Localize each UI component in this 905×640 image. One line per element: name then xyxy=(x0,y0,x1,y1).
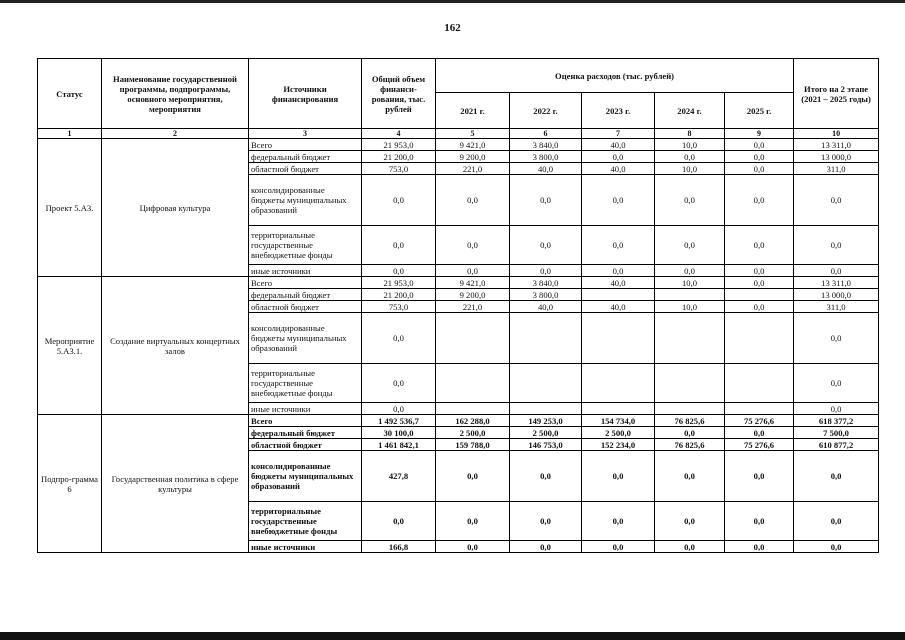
source-cell: федеральный бюджет xyxy=(249,289,362,301)
source-cell: иные источники xyxy=(249,265,362,277)
index-cell: 6 xyxy=(510,129,582,139)
year-2022-cell: 3 840,0 xyxy=(510,139,582,151)
year-2024-cell xyxy=(655,313,725,364)
year-2024-cell: 76 825,6 xyxy=(655,415,725,427)
budget-table xyxy=(37,58,879,553)
year-2022-cell: 40,0 xyxy=(510,301,582,313)
year-2025-cell: 0,0 xyxy=(725,175,794,226)
name-cell: Создание виртуальных концертных залов xyxy=(102,277,249,415)
year-2022-cell: 0,0 xyxy=(510,451,582,502)
status-cell: Проект 5.А3. xyxy=(38,139,102,277)
header-status: Статус xyxy=(38,59,102,129)
header-year-2022: 2022 г. xyxy=(510,93,582,129)
header-year-2025: 2025 г. xyxy=(725,93,794,129)
year-2025-cell: 0,0 xyxy=(725,277,794,289)
year-2021-cell: 0,0 xyxy=(436,265,510,277)
year-2021-cell xyxy=(436,364,510,403)
stage2-cell: 0,0 xyxy=(794,265,879,277)
year-2025-cell: 75 276,6 xyxy=(725,415,794,427)
header-estimate: Оценка расходов (тыс. рублей) xyxy=(436,59,794,93)
total-cell: 30 100,0 xyxy=(362,427,436,439)
year-2025-cell: 0,0 xyxy=(725,139,794,151)
status-cell: Подпро-грамма 6 xyxy=(38,415,102,553)
stage2-cell: 7 500,0 xyxy=(794,427,879,439)
year-2022-cell xyxy=(510,364,582,403)
year-2021-cell xyxy=(436,403,510,415)
source-cell: областной бюджет xyxy=(249,439,362,451)
year-2024-cell: 0,0 xyxy=(655,451,725,502)
year-2021-cell: 162 288,0 xyxy=(436,415,510,427)
header-year-2024: 2024 г. xyxy=(655,93,725,129)
total-cell: 21 200,0 xyxy=(362,151,436,163)
header-year-2021: 2021 г. xyxy=(436,93,510,129)
year-2024-cell: 0,0 xyxy=(655,265,725,277)
source-cell: территориальные государственные внебюджетные фонды xyxy=(249,226,362,265)
year-2021-cell: 0,0 xyxy=(436,541,510,553)
year-2025-cell: 0,0 xyxy=(725,226,794,265)
header-stage2: Итого на 2 этапе (2021 – 2025 годы) xyxy=(794,59,879,129)
stage2-cell: 13 000,0 xyxy=(794,151,879,163)
header-total: Общий объем финанси-рования, тыс. рублей xyxy=(362,59,436,129)
stage2-cell: 13 311,0 xyxy=(794,139,879,151)
status-cell: Мероприятие 5.А3.1. xyxy=(38,277,102,415)
index-cell: 7 xyxy=(582,129,655,139)
total-cell: 0,0 xyxy=(362,403,436,415)
total-cell: 1 461 842,1 xyxy=(362,439,436,451)
source-cell: иные источники xyxy=(249,403,362,415)
year-2021-cell: 0,0 xyxy=(436,226,510,265)
year-2022-cell: 0,0 xyxy=(510,175,582,226)
year-2022-cell: 3 800,0 xyxy=(510,289,582,301)
total-cell: 1 492 536,7 xyxy=(362,415,436,427)
year-2025-cell: 0,0 xyxy=(725,451,794,502)
source-cell: областной бюджет xyxy=(249,301,362,313)
year-2024-cell: 0,0 xyxy=(655,541,725,553)
source-cell: консолидированные бюджеты муниципальных образований xyxy=(249,313,362,364)
year-2025-cell: 0,0 xyxy=(725,541,794,553)
year-2023-cell: 40,0 xyxy=(582,277,655,289)
source-cell: территориальные государственные внебюджетные фонды xyxy=(249,364,362,403)
year-2024-cell: 10,0 xyxy=(655,139,725,151)
source-cell: Всего xyxy=(249,139,362,151)
year-2024-cell: 10,0 xyxy=(655,301,725,313)
year-2023-cell: 0,0 xyxy=(582,541,655,553)
name-cell: Государственная политика в сфере культуры xyxy=(102,415,249,553)
total-cell: 0,0 xyxy=(362,502,436,541)
name-cell: Цифровая культура xyxy=(102,139,249,277)
header-year-2023: 2023 г. xyxy=(582,93,655,129)
source-cell: федеральный бюджет xyxy=(249,151,362,163)
source-cell: федеральный бюджет xyxy=(249,427,362,439)
year-2024-cell xyxy=(655,289,725,301)
total-cell: 166,8 xyxy=(362,541,436,553)
source-cell: Всего xyxy=(249,415,362,427)
year-2022-cell: 0,0 xyxy=(510,226,582,265)
source-cell: Всего xyxy=(249,277,362,289)
index-cell: 5 xyxy=(436,129,510,139)
year-2025-cell: 75 276,6 xyxy=(725,439,794,451)
year-2024-cell: 0,0 xyxy=(655,151,725,163)
year-2023-cell xyxy=(582,289,655,301)
year-2023-cell: 0,0 xyxy=(582,451,655,502)
year-2024-cell: 0,0 xyxy=(655,427,725,439)
stage2-cell: 13 311,0 xyxy=(794,277,879,289)
stage2-cell: 13 000,0 xyxy=(794,289,879,301)
year-2021-cell: 159 788,0 xyxy=(436,439,510,451)
year-2023-cell: 152 234,0 xyxy=(582,439,655,451)
stage2-cell: 0,0 xyxy=(794,451,879,502)
total-cell: 753,0 xyxy=(362,301,436,313)
year-2024-cell: 10,0 xyxy=(655,277,725,289)
year-2025-cell: 0,0 xyxy=(725,301,794,313)
year-2023-cell xyxy=(582,403,655,415)
year-2025-cell xyxy=(725,364,794,403)
table-row xyxy=(38,139,879,151)
year-2021-cell: 221,0 xyxy=(436,163,510,175)
year-2024-cell: 0,0 xyxy=(655,502,725,541)
total-cell: 0,0 xyxy=(362,226,436,265)
year-2023-cell: 0,0 xyxy=(582,502,655,541)
index-row xyxy=(38,129,879,139)
total-cell: 0,0 xyxy=(362,265,436,277)
total-cell: 21 953,0 xyxy=(362,277,436,289)
total-cell: 0,0 xyxy=(362,175,436,226)
year-2024-cell: 76 825,6 xyxy=(655,439,725,451)
year-2023-cell xyxy=(582,364,655,403)
total-cell: 0,0 xyxy=(362,313,436,364)
stage2-cell: 0,0 xyxy=(794,541,879,553)
stage2-cell: 0,0 xyxy=(794,403,879,415)
total-cell: 427,8 xyxy=(362,451,436,502)
header-source: Источники финансирования xyxy=(249,59,362,129)
total-cell: 21 200,0 xyxy=(362,289,436,301)
source-cell: консолидированные бюджеты муниципальных образований xyxy=(249,175,362,226)
year-2023-cell: 0,0 xyxy=(582,265,655,277)
year-2022-cell: 0,0 xyxy=(510,541,582,553)
stage2-cell: 311,0 xyxy=(794,301,879,313)
stage2-cell: 0,0 xyxy=(794,226,879,265)
bottom-border xyxy=(0,632,905,640)
year-2022-cell xyxy=(510,313,582,364)
source-cell: иные источники xyxy=(249,541,362,553)
year-2023-cell: 40,0 xyxy=(582,163,655,175)
total-cell: 21 953,0 xyxy=(362,139,436,151)
index-cell: 9 xyxy=(725,129,794,139)
year-2023-cell: 40,0 xyxy=(582,139,655,151)
year-2021-cell: 9 421,0 xyxy=(436,277,510,289)
index-cell: 2 xyxy=(102,129,249,139)
year-2021-cell: 2 500,0 xyxy=(436,427,510,439)
table-row xyxy=(38,277,879,289)
year-2022-cell xyxy=(510,403,582,415)
year-2024-cell: 0,0 xyxy=(655,226,725,265)
year-2025-cell xyxy=(725,403,794,415)
year-2021-cell: 0,0 xyxy=(436,451,510,502)
year-2022-cell: 3 840,0 xyxy=(510,277,582,289)
year-2024-cell xyxy=(655,403,725,415)
year-2024-cell: 0,0 xyxy=(655,175,725,226)
table-row xyxy=(38,415,879,427)
year-2022-cell: 0,0 xyxy=(510,265,582,277)
source-cell: областной бюджет xyxy=(249,163,362,175)
total-cell: 753,0 xyxy=(362,163,436,175)
year-2021-cell: 9 200,0 xyxy=(436,151,510,163)
year-2022-cell: 3 800,0 xyxy=(510,151,582,163)
stage2-cell: 0,0 xyxy=(794,502,879,541)
year-2023-cell: 154 734,0 xyxy=(582,415,655,427)
index-cell: 4 xyxy=(362,129,436,139)
stage2-cell: 0,0 xyxy=(794,364,879,403)
year-2025-cell xyxy=(725,313,794,364)
year-2021-cell: 0,0 xyxy=(436,175,510,226)
source-cell: территориальные государственные внебюджетные фонды xyxy=(249,502,362,541)
year-2021-cell: 9 200,0 xyxy=(436,289,510,301)
year-2023-cell: 40,0 xyxy=(582,301,655,313)
table-body xyxy=(38,129,879,553)
index-cell: 3 xyxy=(249,129,362,139)
index-cell: 8 xyxy=(655,129,725,139)
year-2023-cell xyxy=(582,313,655,364)
year-2021-cell xyxy=(436,313,510,364)
stage2-cell: 618 377,2 xyxy=(794,415,879,427)
year-2023-cell: 0,0 xyxy=(582,151,655,163)
top-border xyxy=(0,0,905,3)
year-2021-cell: 221,0 xyxy=(436,301,510,313)
year-2023-cell: 2 500,0 xyxy=(582,427,655,439)
year-2021-cell: 0,0 xyxy=(436,502,510,541)
year-2025-cell: 0,0 xyxy=(725,163,794,175)
stage2-cell: 610 877,2 xyxy=(794,439,879,451)
stage2-cell: 0,0 xyxy=(794,175,879,226)
header-name: Наименование государственной программы, подпрограммы, основного мероприятия, мероприятия xyxy=(102,59,249,129)
index-cell: 1 xyxy=(38,129,102,139)
index-cell: 10 xyxy=(794,129,879,139)
stage2-cell: 0,0 xyxy=(794,313,879,364)
year-2021-cell: 9 421,0 xyxy=(436,139,510,151)
page-number: 162 xyxy=(444,22,461,34)
year-2025-cell: 0,0 xyxy=(725,151,794,163)
year-2025-cell: 0,0 xyxy=(725,502,794,541)
total-cell: 0,0 xyxy=(362,364,436,403)
year-2023-cell: 0,0 xyxy=(582,175,655,226)
stage2-cell: 311,0 xyxy=(794,163,879,175)
year-2022-cell: 2 500,0 xyxy=(510,427,582,439)
year-2022-cell: 149 253,0 xyxy=(510,415,582,427)
year-2025-cell: 0,0 xyxy=(725,265,794,277)
year-2024-cell: 10,0 xyxy=(655,163,725,175)
year-2025-cell xyxy=(725,289,794,301)
year-2025-cell: 0,0 xyxy=(725,427,794,439)
year-2022-cell: 146 753,0 xyxy=(510,439,582,451)
year-2024-cell xyxy=(655,364,725,403)
year-2022-cell: 0,0 xyxy=(510,502,582,541)
year-2023-cell: 0,0 xyxy=(582,226,655,265)
year-2022-cell: 40,0 xyxy=(510,163,582,175)
source-cell: консолидированные бюджеты муниципальных образований xyxy=(249,451,362,502)
